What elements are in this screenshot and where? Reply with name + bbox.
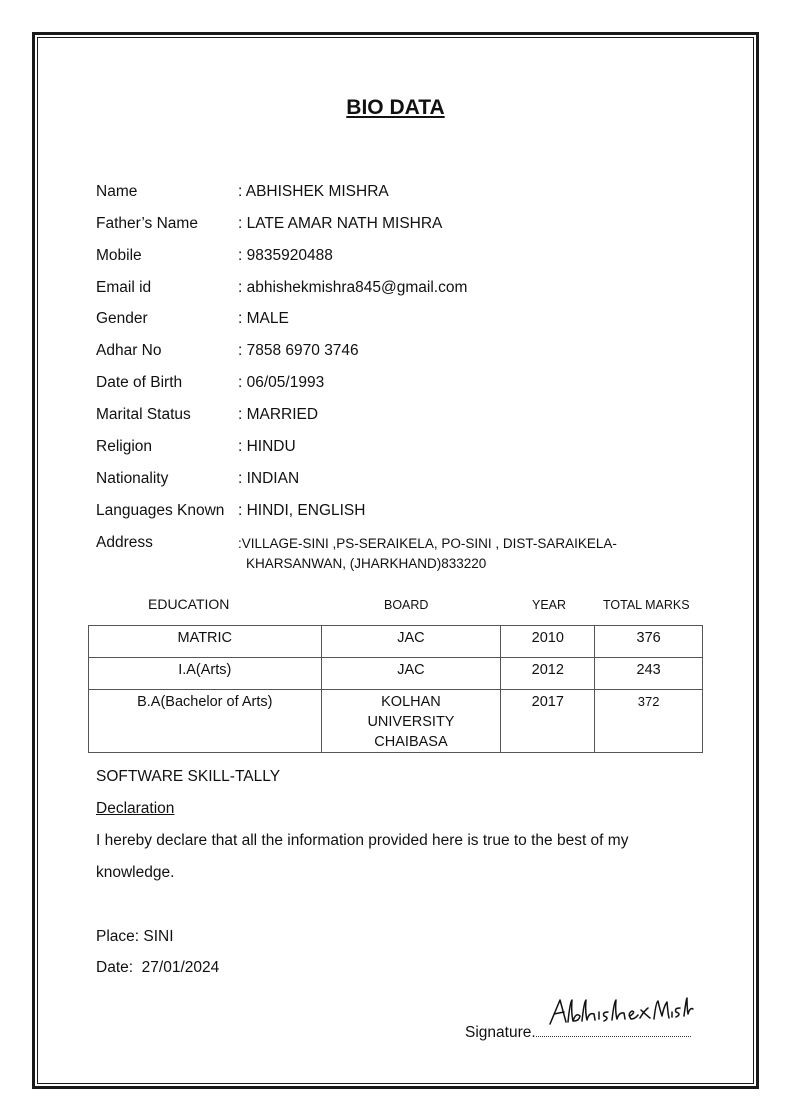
year-cell: 2017: [501, 690, 595, 753]
field-label: Nationality: [96, 470, 169, 487]
education-table: [88, 625, 703, 753]
address-line-2: KHARSANWAN, (JHARKHAND)833220: [246, 556, 487, 571]
field-label: Email id: [96, 279, 152, 296]
board-cell: JAC: [321, 626, 501, 658]
year-cell: 2010: [501, 626, 595, 658]
address-line-1: :VILLAGE-SINI ,PS-SERAIKELA, PO-SINI , DIST-SARAIKELA-: [238, 536, 617, 551]
date: Date: 27/01/2024: [96, 959, 220, 976]
qualification-cell: I.A(Arts): [89, 658, 322, 690]
signature-line: [465, 1022, 691, 1042]
table-row: [89, 658, 703, 690]
qualification-cell: MATRIC: [89, 626, 322, 658]
field-value: : INDIAN: [238, 470, 300, 487]
field-label: Father’s Name: [96, 215, 198, 232]
table-row: [89, 690, 703, 753]
field-value: : MALE: [238, 310, 289, 327]
board-header: BOARD: [384, 598, 429, 612]
marks-cell: 243: [595, 658, 703, 690]
field-label: Name: [96, 183, 138, 200]
field-label: Languages Known: [96, 502, 225, 519]
field-label: Religion: [96, 438, 153, 455]
document-title: BIO DATA: [346, 96, 445, 119]
marks-cell: 372: [595, 690, 703, 753]
field-label: Date of Birth: [96, 374, 183, 391]
marks-cell: 376: [595, 626, 703, 658]
field-label: Mobile: [96, 247, 142, 264]
field-label: Address: [96, 534, 153, 551]
field-label: Gender: [96, 310, 148, 327]
board-cell: JAC: [321, 658, 501, 690]
field-value: : ABHISHEK MISHRA: [238, 183, 389, 200]
field-value: : 06/05/1993: [238, 374, 325, 391]
year-header: YEAR: [532, 598, 567, 612]
signature-label: Signature.: [465, 1024, 536, 1041]
field-value: : LATE AMAR NATH MISHRA: [238, 215, 443, 232]
field-value: : 7858 6970 3746: [238, 342, 359, 359]
qualification-cell: B.A(Bachelor of Arts): [89, 690, 322, 753]
field-value: : abhishekmishra845@gmail.com: [238, 279, 468, 296]
education-header: EDUCATION: [148, 596, 230, 612]
year-cell: 2012: [501, 658, 595, 690]
board-cell: KOLHAN UNIVERSITY CHAIBASA: [321, 690, 501, 753]
declaration-heading: Declaration: [96, 800, 175, 817]
field-value: : MARRIED: [238, 406, 319, 423]
table-row: [89, 626, 703, 658]
field-value: : HINDU: [238, 438, 296, 455]
field-value: : HINDI, ENGLISH: [238, 502, 366, 519]
field-value: : 9835920488: [238, 247, 333, 264]
total-marks-header: TOTAL MARKS: [603, 598, 690, 612]
place: Place: SINI: [96, 928, 174, 945]
signature-dotted-line: [536, 1022, 691, 1037]
declaration-text-line-2: knowledge.: [96, 864, 175, 881]
declaration-text-line-1: I hereby declare that all the information provided here is true to the best of my: [96, 832, 629, 849]
software-skill: SOFTWARE SKILL-TALLY: [96, 768, 281, 785]
field-label: Adhar No: [96, 342, 162, 359]
field-label: Marital Status: [96, 406, 191, 423]
